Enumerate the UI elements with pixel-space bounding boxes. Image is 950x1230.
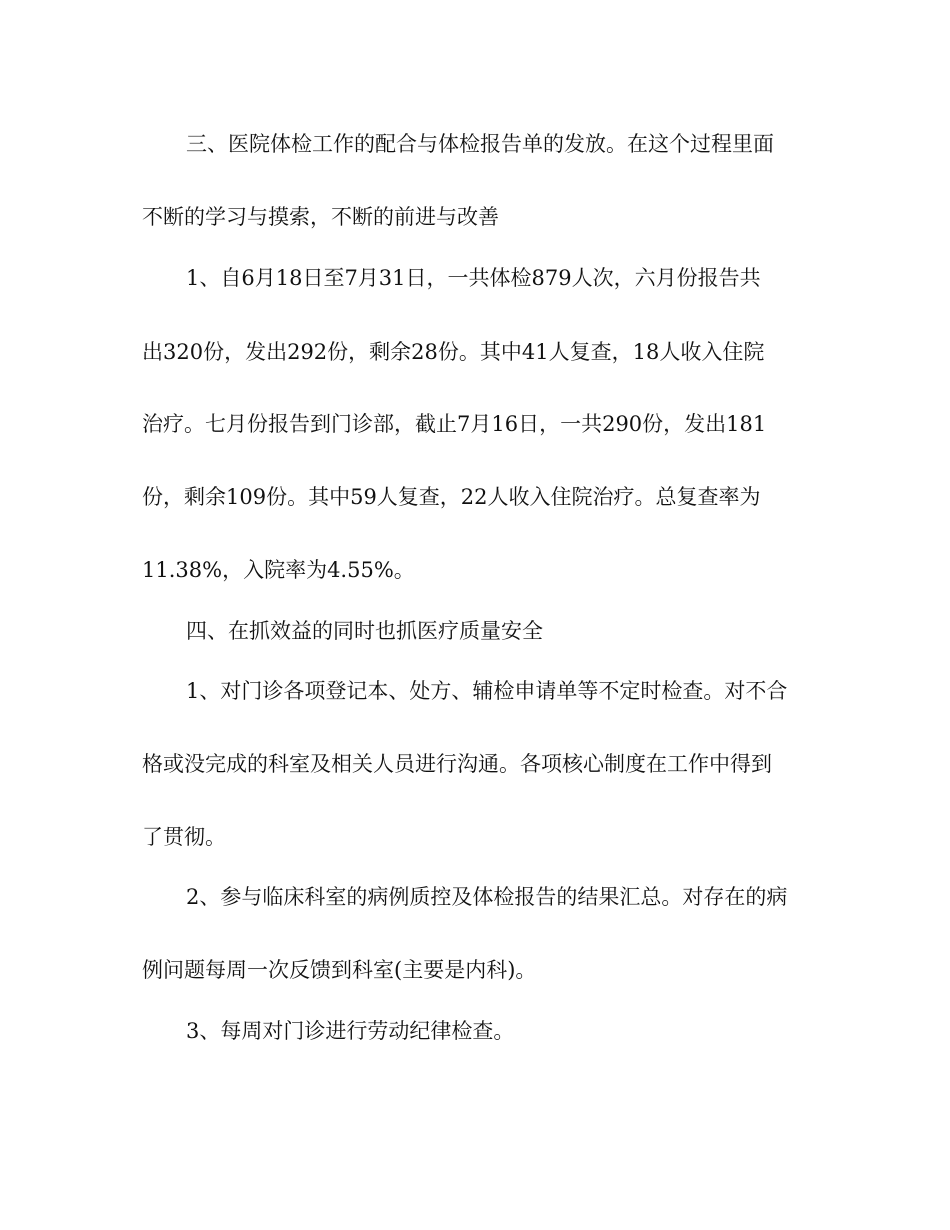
item-1-checkup-stats-line-2: 出320份，发出292份，剩余28份。其中41人复查，18人收入住院	[142, 340, 765, 364]
item-1-record-inspection: 1、对门诊各项登记本、处方、辅检申请单等不定时检查。对不合	[186, 679, 788, 703]
section-three-heading-cont: 不断的学习与摸索，不断的前进与改善	[142, 205, 499, 229]
item-2-case-quality-control: 2、参与临床科室的病例质控及体检报告的结果汇总。对存在的病	[186, 885, 788, 909]
item-2-case-quality-control-line-2: 例问题每周一次反馈到科室(主要是内科)。	[142, 958, 537, 982]
item-1-checkup-stats-line-5: 11.38%，入院率为4.55%。	[142, 558, 415, 582]
item-1-record-inspection-line-3: 了贯彻。	[142, 825, 226, 849]
item-1-checkup-stats: 1、自6月18日至7月31日，一共体检879人次，六月份报告共	[186, 266, 761, 290]
section-three-heading: 三、医院体检工作的配合与体检报告单的发放。在这个过程里面	[186, 132, 774, 156]
section-four-heading: 四、在抓效益的同时也抓医疗质量安全	[186, 619, 543, 643]
item-1-checkup-stats-line-3: 治疗。七月份报告到门诊部，截止7月16日，一共290份，发出181	[142, 412, 767, 436]
item-1-record-inspection-line-2: 格或没完成的科室及相关人员进行沟通。各项核心制度在工作中得到	[142, 752, 772, 776]
item-3-discipline-check: 3、每周对门诊进行劳动纪律检查。	[186, 1019, 515, 1043]
item-1-checkup-stats-line-4: 份，剩余109份。其中59人复查，22人收入住院治疗。总复查率为	[142, 485, 761, 509]
